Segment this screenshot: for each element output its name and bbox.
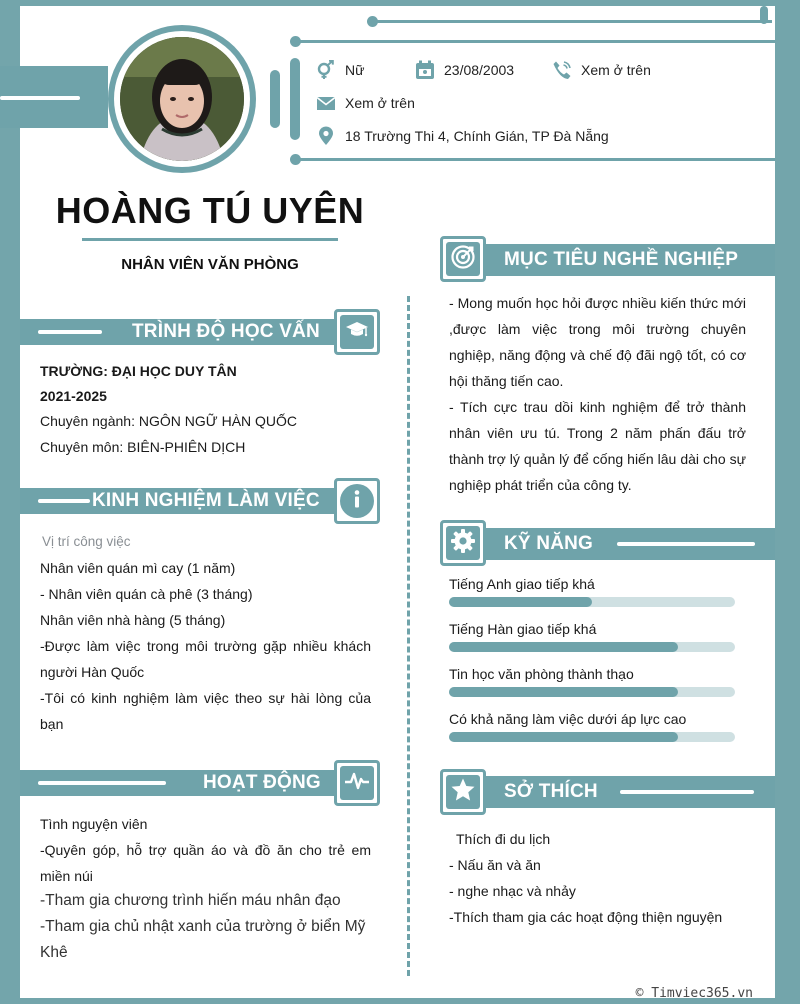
experience-position-label: Vị trí công việc xyxy=(42,534,131,549)
location-pin-icon xyxy=(316,126,336,146)
birthday-value: 23/08/2003 xyxy=(444,62,515,78)
address-info xyxy=(316,126,609,146)
gender-value: Nữ xyxy=(345,62,365,78)
skill-label: Tin học văn phòng thành thạo xyxy=(449,666,634,682)
activities-title: HOẠT ĐỘNG xyxy=(203,772,321,793)
skill-bar-track xyxy=(449,732,735,742)
banner-stripe xyxy=(0,96,80,100)
phone-info xyxy=(552,60,651,80)
envelope-icon xyxy=(316,93,336,113)
skills-title: KỸ NĂNG xyxy=(504,533,594,554)
activity-item: -Tham gia chương trình hiến máu nhân đạo xyxy=(40,892,341,909)
hobby-item: - Nấu ăn và ăn xyxy=(449,857,541,873)
skill-bar-track xyxy=(449,642,735,652)
experience-item: Nhân viên quán mì cay (1 năm) xyxy=(40,560,236,576)
skill-label: Có khả năng làm việc dưới áp lực cao xyxy=(449,711,687,727)
skill-label: Tiếng Anh giao tiếp khá xyxy=(449,576,595,592)
hobby-item: Thích đi du lịch xyxy=(456,831,551,847)
phone-value: Xem ở trên xyxy=(581,62,651,78)
header-line xyxy=(295,40,775,43)
name-underline xyxy=(82,238,338,241)
hobby-item: - nghe nhạc và nhảy xyxy=(449,883,576,899)
gear-icon xyxy=(450,528,476,559)
activities-icon-box xyxy=(334,760,380,806)
skill-bar-fill xyxy=(449,642,678,652)
experience-icon-box xyxy=(334,478,380,524)
activity-item: Tình nguyện viên xyxy=(40,816,148,832)
education-specialty: Chuyên môn: BIÊN-PHIÊN DỊCH xyxy=(40,439,246,455)
experience-title: KINH NGHIỆM LÀM VIỆC xyxy=(92,490,320,511)
education-major: Chuyên ngành: NGÔN NGỮ HÀN QUỐC xyxy=(40,413,298,429)
education-icon-box xyxy=(334,309,380,355)
skills-icon-box xyxy=(440,520,486,566)
avatar xyxy=(120,37,244,161)
phone-icon xyxy=(552,60,572,80)
objective-title: MỤC TIÊU NGHỀ NGHIỆP xyxy=(504,249,739,270)
full-name: HOÀNG TÚ UYÊN xyxy=(55,190,365,231)
email-info xyxy=(316,93,415,113)
skill-bar-track xyxy=(449,687,735,697)
hobbies-title: SỞ THÍCH xyxy=(504,781,598,802)
header-bar xyxy=(290,58,300,140)
gender-info xyxy=(316,60,364,80)
calendar-icon xyxy=(415,60,435,80)
school-name: TRƯỜNG: ĐẠI HỌC DUY TÂN xyxy=(40,363,237,379)
header-stripe xyxy=(38,781,166,785)
star-icon xyxy=(450,777,476,808)
target-icon xyxy=(450,244,476,275)
header-stripe xyxy=(617,542,755,546)
birthday-info xyxy=(415,60,514,80)
activity-item: -Tham gia chủ nhật xanh của trường ở biển Mỹ Khê xyxy=(40,918,366,961)
info-icon xyxy=(345,487,369,516)
skill-bar-fill xyxy=(449,687,678,697)
header-bar xyxy=(760,6,768,24)
hobbies-icon-box xyxy=(440,769,486,815)
watermark: © Timviec365.vn xyxy=(635,986,753,1001)
experience-item: -Được làm việc trong môi trường gặp nhiều khách người Hàn Quốc xyxy=(40,638,371,680)
header-line xyxy=(372,20,772,23)
objective-paragraph: - Mong muốn học hỏi được nhiều kiến thức mới ,được làm việc trong môi trường chuyên nghiệp, năng động và chế độ đãi ngộ tốt, có cơ hội thăng tiến cao. xyxy=(449,295,746,389)
graduation-cap-icon xyxy=(345,318,369,347)
heartbeat-icon xyxy=(344,771,370,796)
hobby-item: -Thích tham gia các hoạt động thiện nguyện xyxy=(449,909,723,925)
header-stripe xyxy=(38,499,90,503)
header-bar xyxy=(270,70,280,128)
skill-bar-track xyxy=(449,597,735,607)
gender-icon xyxy=(316,60,336,80)
portrait-image xyxy=(120,37,244,161)
education-title: TRÌNH ĐỘ HỌC VẤN xyxy=(132,321,320,342)
education-years: 2021-2025 xyxy=(40,388,107,404)
experience-item: - Nhân viên quán cà phê (3 tháng) xyxy=(40,586,253,602)
cv-page xyxy=(20,6,775,1001)
email-value: Xem ở trên xyxy=(345,95,415,111)
skill-label: Tiếng Hàn giao tiếp khá xyxy=(449,621,597,637)
skill-bar-fill xyxy=(449,732,678,742)
objective-paragraph: - Tích cực trau dồi kinh nghiệm để trở thành nhân viên ưu tú. Trong 2 năm phấn đấu trở thành trợ lý quản lý để cống hiến lâu dài cho sự nghiệp phát triển của công ty. xyxy=(449,399,746,493)
column-divider xyxy=(407,296,410,976)
header-stripe xyxy=(620,790,754,794)
header-stripe xyxy=(38,330,102,334)
address-value: 18 Trường Thi 4, Chính Gián, TP Đà Nẵng xyxy=(345,128,609,144)
job-title: NHÂN VIÊN VĂN PHÒNG xyxy=(121,256,299,273)
header-line xyxy=(295,158,775,161)
objective-icon-box xyxy=(440,236,486,282)
skill-bar-fill xyxy=(449,597,592,607)
experience-item: Nhân viên nhà hàng (5 tháng) xyxy=(40,612,226,628)
activity-item: -Quyên góp, hỗ trợ quần áo và đồ ăn cho trẻ em miền núi xyxy=(40,842,371,884)
experience-item: -Tôi có kinh nghiệm làm việc theo sự hài lòng của bạn xyxy=(40,690,371,732)
